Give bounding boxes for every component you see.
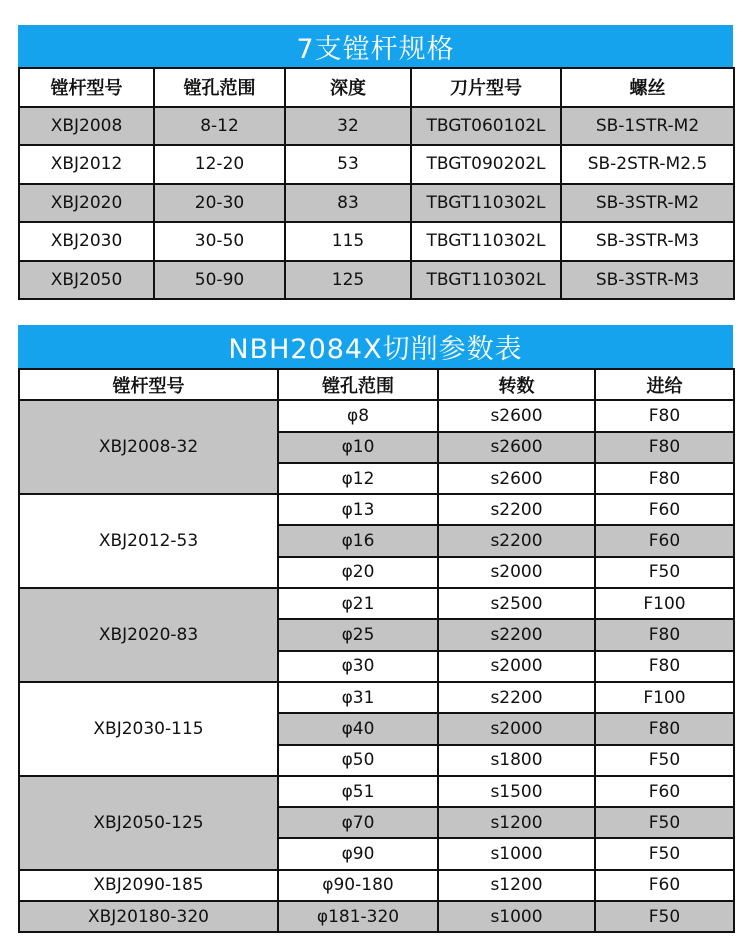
spec-row [19,184,734,223]
params-cell: s2600 [438,400,595,431]
params-cell: φ16 [278,525,438,556]
params-row [19,494,734,525]
spec-cell: 20-30 [154,184,285,223]
params-cell: F80 [595,619,734,650]
spec-cell: 30-50 [154,222,285,261]
params-cell: F60 [595,494,734,525]
params-model-cell: XBJ2050-125 [19,776,278,870]
spec-cell: TBGT110302L [411,184,561,223]
params-cell: s1000 [438,838,595,869]
spec-cell: 8-12 [154,107,285,146]
params-cell: φ50 [278,745,438,776]
params-row [19,901,734,932]
params-model-cell: XBJ2012-53 [19,494,278,588]
spec-cell: XBJ2012 [19,145,154,184]
params-cell: F50 [595,807,734,838]
spec-row [19,222,734,261]
spec-cell: TBGT110302L [411,222,561,261]
params-cell: s2200 [438,619,595,650]
params-cell: φ51 [278,776,438,807]
spec-header-cell: 刀片型号 [411,68,561,107]
params-cell: s1000 [438,901,595,932]
params-cell: F80 [595,463,734,494]
params-model-cell: XBJ2008-32 [19,400,278,494]
spec-header-cell: 螺丝 [561,68,734,107]
params-cell: φ70 [278,807,438,838]
params-cell: F80 [595,713,734,744]
params-cell: φ10 [278,432,438,463]
spec-cell: TBGT060102L [411,107,561,146]
params-row [19,400,734,431]
params-cell: s2600 [438,432,595,463]
params-cell: F80 [595,651,734,682]
params-row [19,776,734,807]
spec-cell: SB-3STR-M3 [561,261,734,300]
params-header-cell: 镗孔范围 [278,369,438,400]
params-cell: F50 [595,838,734,869]
spec-cell: 83 [285,184,411,223]
spec-cell: 115 [285,222,411,261]
params-cell: φ8 [278,400,438,431]
params-cell: φ31 [278,682,438,713]
spec-header-cell: 镗杆型号 [19,68,154,107]
params-cell: φ20 [278,557,438,588]
params-cell: φ30 [278,651,438,682]
spec-cell: XBJ2030 [19,222,154,261]
params-cell: F60 [595,870,734,901]
params-model-cell: XBJ2020-83 [19,588,278,682]
spec-row [19,145,734,184]
spec-table-title: 7支镗杆规格 [18,25,733,67]
spec-row [19,261,734,300]
params-cell: F100 [595,588,734,619]
params-cell: s2000 [438,713,595,744]
params-cell: s2000 [438,557,595,588]
spec-cell: SB-2STR-M2.5 [561,145,734,184]
params-header-cell: 进给 [595,369,734,400]
spec-cell: XBJ2020 [19,184,154,223]
params-cell: s2500 [438,588,595,619]
params-cell: φ12 [278,463,438,494]
params-table [18,368,735,933]
params-cell: F60 [595,776,734,807]
params-header-row [19,369,734,400]
params-cell: s2200 [438,525,595,556]
params-cell: F100 [595,682,734,713]
spec-cell: 32 [285,107,411,146]
params-cell: s1800 [438,745,595,776]
params-cell: φ90-180 [278,870,438,901]
params-cell: F50 [595,745,734,776]
spec-cell: XBJ2050 [19,261,154,300]
params-cell: φ90 [278,838,438,869]
params-cell: φ181-320 [278,901,438,932]
params-model-cell: XBJ2030-115 [19,682,278,776]
spec-cell: TBGT110302L [411,261,561,300]
spec-cell: XBJ2008 [19,107,154,146]
spec-cell: SB-3STR-M3 [561,222,734,261]
params-row [19,682,734,713]
params-cell: F50 [595,557,734,588]
params-model-cell: XBJ2090-185 [19,870,278,901]
params-cell: F80 [595,432,734,463]
spec-cell: 53 [285,145,411,184]
params-cell: s2200 [438,494,595,525]
params-cell: s2000 [438,651,595,682]
params-header-cell: 转数 [438,369,595,400]
params-cell: s1500 [438,776,595,807]
params-cell: F60 [595,525,734,556]
params-cell: φ25 [278,619,438,650]
spec-header-cell: 深度 [285,68,411,107]
spec-cell: SB-1STR-M2 [561,107,734,146]
params-cell: s2600 [438,463,595,494]
spec-cell: 125 [285,261,411,300]
spec-cell: 12-20 [154,145,285,184]
params-cell: F80 [595,400,734,431]
params-cell: s2200 [438,682,595,713]
params-cell: s1200 [438,870,595,901]
params-header-cell: 镗杆型号 [19,369,278,400]
params-row [19,588,734,619]
params-table-title: NBH2084X切削参数表 [18,325,733,368]
spec-cell: TBGT090202L [411,145,561,184]
params-cell: φ21 [278,588,438,619]
params-cell: F50 [595,901,734,932]
spec-table [18,67,735,300]
params-row [19,870,734,901]
spec-header-row [19,68,734,107]
spec-cell: 50-90 [154,261,285,300]
params-cell: s1200 [438,807,595,838]
params-cell: φ40 [278,713,438,744]
spec-row [19,107,734,146]
spec-header-cell: 镗孔范围 [154,68,285,107]
params-model-cell: XBJ20180-320 [19,901,278,932]
params-cell: φ13 [278,494,438,525]
spec-cell: SB-3STR-M2 [561,184,734,223]
